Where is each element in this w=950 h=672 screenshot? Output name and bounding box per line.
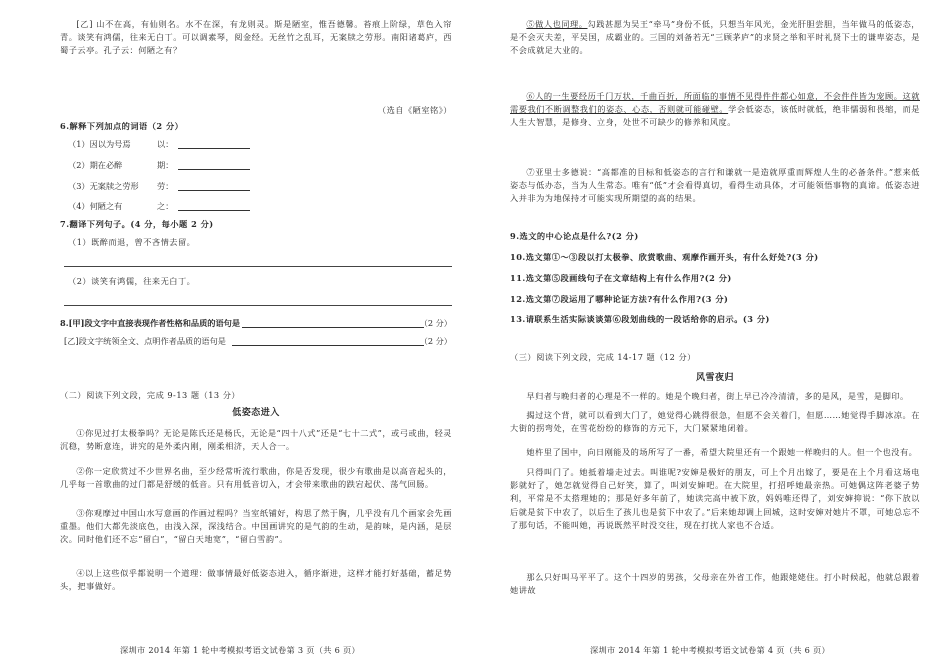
q6-item-word: 劳： bbox=[157, 181, 174, 191]
answer-line[interactable] bbox=[64, 266, 452, 267]
q6-item-text: （1）因以为号焉 bbox=[68, 139, 131, 149]
q6-item-text: （3）无案牍之劳形 bbox=[68, 181, 139, 191]
q6-item-word: 以： bbox=[157, 139, 174, 149]
question-8a bbox=[60, 318, 452, 331]
q7-sentence-2: （2）谈笑有鸿儒，往来无白丁。 bbox=[68, 276, 196, 286]
q7-sentence-1: （1）既醉而退，曾不吝情去留。 bbox=[68, 237, 196, 247]
question-9: 9.选文的中心论点是什么?(2 分) bbox=[510, 231, 639, 241]
story-paragraph-2: 揭过这个背，就可以看到大门了，她觉得心跳得很急，但愿不会关着门，但愿……她觉得手脚冰凉。在大街的拐弯处，在雪花纷纷的修饰的方元下，大门紧紧地闭着。 bbox=[510, 410, 920, 434]
question-8b bbox=[60, 336, 452, 349]
answer-blank[interactable] bbox=[232, 336, 424, 346]
paragraph-5-body: 勾践甚愿为吴王“牵马”身份不低，只想当年风光，金光肝胆尝胆，当年做马的低姿态，是不会灭夫差，平吴国，成霸业的。三国的刘备若无“三顾茅庐”的求贤之举和平时礼贤下士的谦卑姿态，是不会成就足大业的。 bbox=[510, 19, 920, 56]
right-page bbox=[510, 0, 920, 672]
q8a-text: 8.[甲]段文字中直接表现作者性格和品质的语句是 bbox=[60, 318, 241, 328]
question-11: 11.选文第⑤段画线句子在文章结构上有什么作用?(2 分) bbox=[510, 273, 732, 283]
page-footer: 深圳市 2014 年第 1 轮中考模拟考语文试卷第 3 页（共 6 页） bbox=[120, 645, 361, 655]
question-13: 13.请联系生活实际谈谈第⑥段划曲线的一段话给你的启示。(3 分) bbox=[510, 314, 770, 324]
story-title: 风雪夜归 bbox=[695, 373, 734, 383]
story-paragraph-5: 那么只好叫马平平了。这个十四岁的男孩，父母亲在外省工作，他跟姥姥住。打小时候起，他就总跟着她讲故 bbox=[510, 572, 920, 596]
q6-item-word: 期： bbox=[157, 160, 174, 170]
q6-item-1 bbox=[60, 139, 452, 152]
question-10: 10.选文第①～③段以打太极拳、欣赏歌曲、观摩作画开头，有什么好处?(3 分) bbox=[510, 252, 819, 262]
answer-blank[interactable] bbox=[178, 181, 250, 191]
paragraph-7: ⑦亚里士多德说：“高都准的目标和低姿态的言行和谦就一是造就厚重而辉煌人生的必备条件。”惹来低姿态与低办态，当为人生常态。唯有“低”才会看得真切，看得生动具体，才可能领悟事物的真谛。低姿态进入并非为为地保持才可能实现所期望的高的结果。 bbox=[510, 167, 920, 204]
left-page bbox=[60, 0, 452, 672]
q8a-score: （2 分） bbox=[419, 318, 452, 328]
story-paragraph-4: 只得叫门了。她抵着墙走过去。叫谁呢?安婶是极好的朋友，可上个月出嫁了，要是在上个月看这场电影就好了，她怎就觉得自己好笑，算了，叫刘安婶吧。在大院里，打招呼她最亲热。可她偶这阵老婆子势利，平常是不太搭理她的；那是好多年前了，她读完高中被下放，妈妈唯还得了，刘安婶抑说：“你下放以后就是贫下中农了，以后生了孩儿也是贫下中农了。”后来她却调上回城，这时安婶对她片不罩，可她总忘不了那句话，不能叫她，再说既然平时没交往，现在打扰人家也不合适。 bbox=[510, 467, 920, 530]
answer-line[interactable] bbox=[64, 305, 452, 306]
answer-blank[interactable] bbox=[242, 318, 424, 328]
q6-item-4 bbox=[60, 201, 452, 214]
paragraph-4: ④以上这些似乎都说明一个道理：做事情最好低姿态进入，循序渐进，这样才能打好基础，蓄足势头，把事做好。 bbox=[60, 568, 452, 592]
answer-blank[interactable] bbox=[178, 139, 250, 149]
paragraph-5 bbox=[510, 18, 920, 58]
source-note: （选自《陋室铭》） bbox=[377, 105, 452, 115]
paragraph-2: ②你一定欣赏过不少世界名曲，至少经常听流行歌曲，你是否发现，很少有歌曲是以高音起头的，几乎每一首歌曲的过门都是舒缓的低音。只有用低音切入，才会带来歌曲的跌宕起伏、荡气回肠。 bbox=[60, 466, 452, 490]
q6-item-2 bbox=[60, 160, 452, 173]
paragraph-6 bbox=[510, 90, 920, 130]
q8b-text: [乙]段文字统领全文、点明作者品质的语句是 bbox=[64, 336, 226, 346]
q8b-score: （2 分） bbox=[419, 336, 452, 346]
passage-b-paragraph: [乙] 山不在高，有仙则名。水不在深，有龙则灵。斯是陋室，惟吾德馨。苔痕上阶绿，草色入帘青。谈笑有鸿儒，往来无白丁。可以调素琴，阅金经。无丝竹之乱耳，无案牍之劳形。南阳诸葛庐，西蜀子云亭。孔子云：何陋之有？ bbox=[60, 19, 452, 56]
question-12: 12.选文第⑦段运用了哪种论证方法?有什么作用?(3 分) bbox=[510, 294, 729, 304]
underlined-sentence: ⑤做人也同理。 bbox=[526, 19, 588, 29]
question-6: 6.解释下列加点的词语（2 分） bbox=[60, 121, 184, 131]
q6-item-text: （2）期在必醉 bbox=[68, 160, 123, 170]
article-title: 低姿态进入 bbox=[232, 408, 280, 418]
q6-item-text: （4）何陋之有 bbox=[68, 201, 123, 211]
underlined-sentence: ⑥人的一生要经历千门万状，千曲百折，所面临的事情不见得件件都心如意，不会件件皆为宠顾。这就需要我们不断调整我们的姿态、心态，否则就可能碰壁。 bbox=[510, 91, 920, 115]
paragraph-1: ①你见过打太极拳吗？无论是陈氏还是杨氏，无论是“四十八式”还是“七十二式”，或弓或曲，轻灵沉稳，势断意连，讲究的是外柔内刚，刚柔相济，天人合一。 bbox=[60, 428, 452, 452]
question-7: 7.翻译下列句子。(4 分，每小题 2 分) bbox=[60, 219, 214, 229]
story-paragraph-3: 她杵里了国中，向日刚能及的场所写了一番，希望大院里还有一个跟她一样晚归的人。但一个也没有。 bbox=[526, 447, 918, 457]
q6-item-3 bbox=[60, 181, 452, 194]
paragraph-3: ③你观摩过中国山水写意画的作画过程吗？当室纸铺好，构思了然于胸，几乎没有几个画家会先画重墨。他们大都先淡底色，由浅入深，深浅结合。中国画讲究的是气韵的生动，是韵味，是内涵，是层次。同时他们还不忘“留白”，“留白天地宽”，“留白雪韵”。 bbox=[60, 508, 452, 545]
q6-item-word: 之： bbox=[157, 201, 174, 211]
section-2-heading: （二）阅读下列文段，完成 9-13 题（13 分） bbox=[60, 390, 241, 400]
answer-blank[interactable] bbox=[178, 160, 250, 170]
paragraph-6-body: 学会低姿态，该低时就低，绝非懦弱和畏缩，而是人生大智慧，是修身、立身，处世不可缺少的修养和风度。 bbox=[510, 104, 920, 128]
story-paragraph-1: 早归者与晚归者的心理是不一样的。她是个晚归者，街上早已冷冷清清，多的是风，是雪，是脚印。 bbox=[526, 391, 909, 401]
section-3-heading: （三）阅读下列文段，完成 14-17 题（12 分） bbox=[510, 352, 696, 362]
page-footer: 深圳市 2014 年第 1 轮中考模拟考语文试卷第 4 页（共 6 页） bbox=[590, 645, 831, 655]
answer-blank[interactable] bbox=[178, 201, 250, 211]
